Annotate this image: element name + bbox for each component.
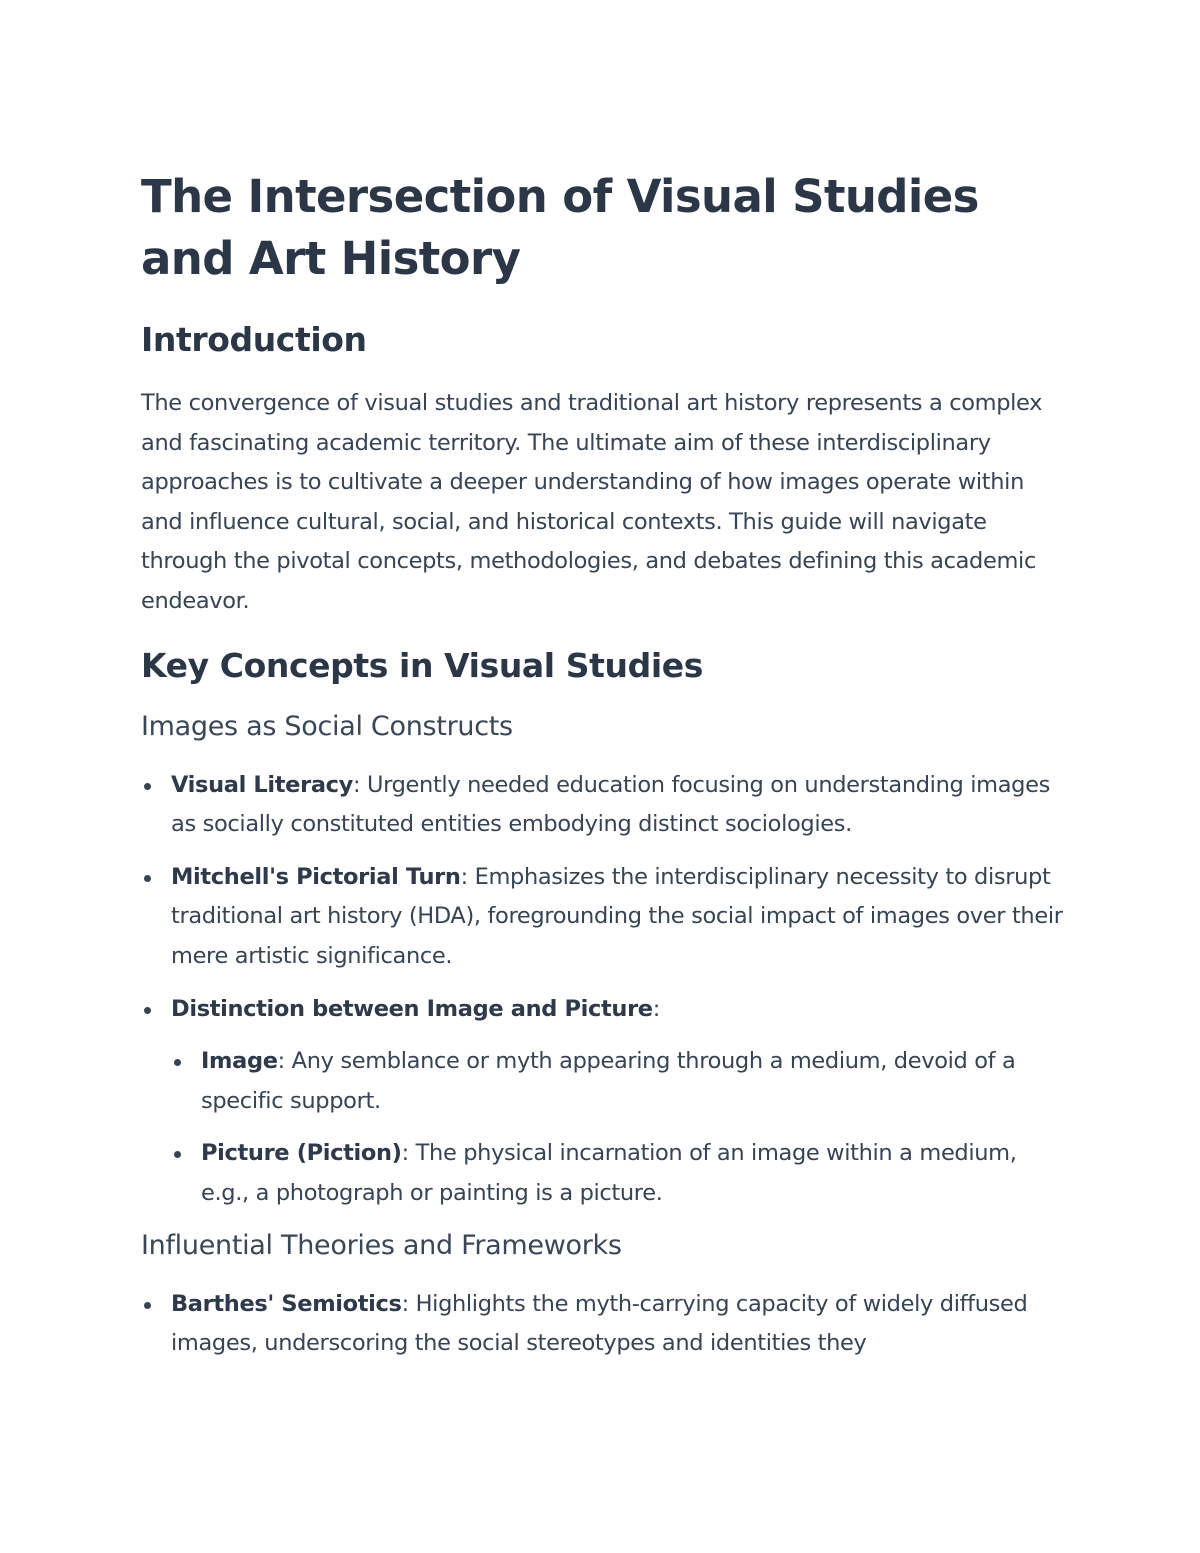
list-item-term: Mitchell's Pictorial Turn: [171, 863, 461, 890]
list-item-term: Barthes' Semiotics: [171, 1290, 402, 1317]
list-item-text: :: [652, 995, 660, 1022]
list-item: [141, 990, 1070, 1214]
list-item: [141, 766, 1070, 845]
sublist-item-term: Picture (Piction): [201, 1140, 402, 1167]
sublist-item: [171, 1042, 1070, 1121]
list-item-term: Visual Literacy: [171, 771, 353, 798]
list-item: [141, 858, 1070, 977]
influential-theories-list: [141, 1285, 1070, 1364]
document-title: The Intersection of Visual Studies and Art History: [141, 170, 979, 285]
sublist-item-term: Image: [201, 1048, 278, 1075]
introduction-heading: Introduction: [141, 320, 367, 359]
sublist-item-text: : Any semblance or myth appearing through a medium, devoid of a specific support.: [201, 1048, 1016, 1114]
list-item-text: : Emphasizes the interdisciplinary necessity to disrupt traditional art history (HDA), foregrounding the social impact of images over their mere artistic significance.: [171, 863, 1063, 969]
sublist-item-text: : The physical incarnation of an image within a medium, e.g., a photograph or painting is a picture.: [201, 1140, 1017, 1206]
list-item: [141, 1285, 1070, 1364]
list-item-text: : Highlights the myth-carrying capacity of widely diffused images, underscoring the social stereotypes and identities they: [171, 1290, 1028, 1357]
list-item-text: : Urgently needed education focusing on understanding images as socially constituted entities embodying distinct sociologies.: [171, 771, 1050, 838]
images-social-constructs-heading: Images as Social Constructs: [141, 710, 513, 742]
influential-theories-heading: Influential Theories and Frameworks: [141, 1229, 622, 1261]
images-social-constructs-list: [141, 766, 1070, 1214]
key-concepts-heading: Key Concepts in Visual Studies: [141, 645, 703, 685]
sublist-item: [171, 1134, 1070, 1213]
list-item-term: Distinction between Image and Picture: [171, 995, 653, 1022]
image-picture-sublist: [171, 1042, 1070, 1213]
introduction-paragraph: The convergence of visual studies and traditional art history represents a complex and fascinating academic territory. The ultimate aim of these interdisciplinary approaches is to cultivate a deeper understanding of how images operate within and influence cultural, social, and historical contexts. This guide will navigate through the pivotal concepts, methodologies, and debates defining this academic endeavor.: [141, 390, 1043, 614]
